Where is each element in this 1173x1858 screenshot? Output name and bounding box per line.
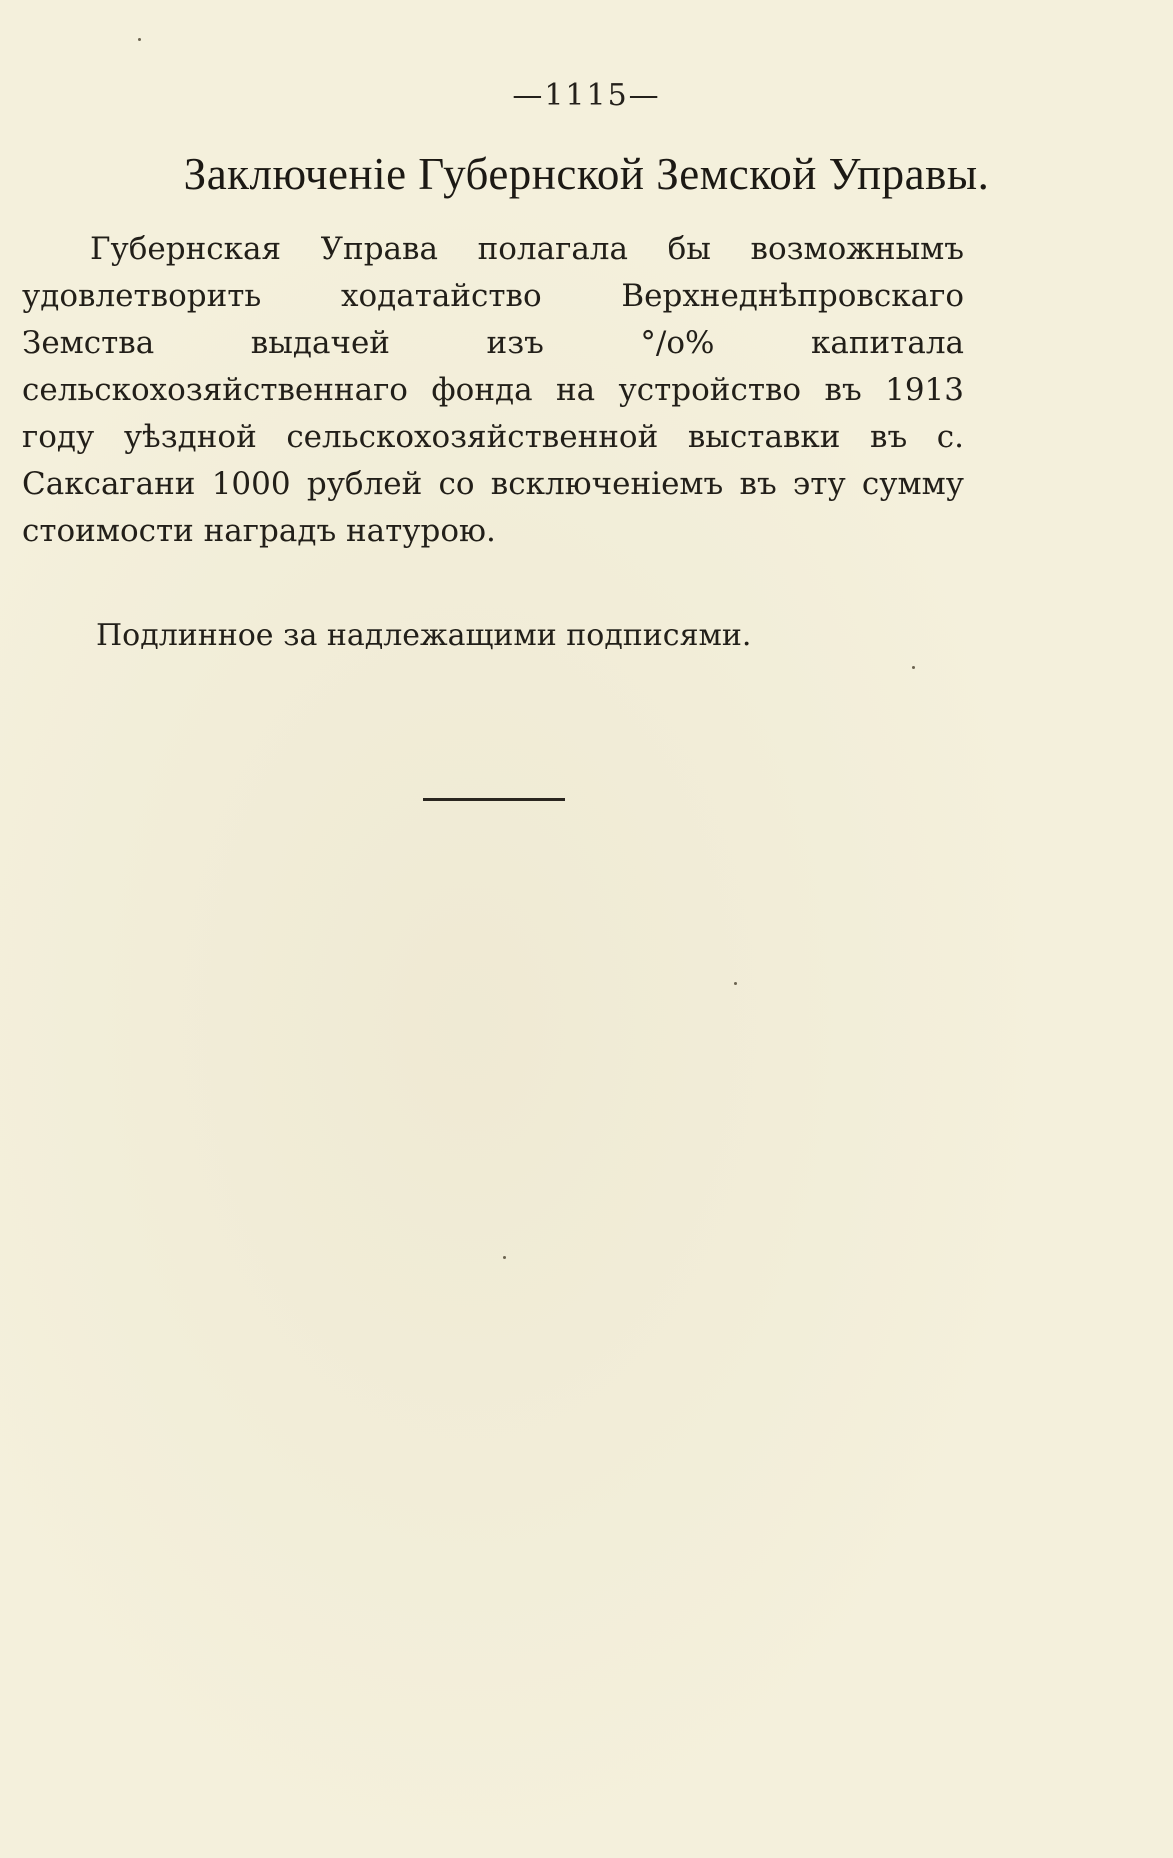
paper-speck (138, 38, 141, 41)
section-heading: Заключеніе Губернской Земской Управы. (183, 149, 990, 199)
paper-speck (734, 982, 737, 985)
signatures-note: Подлинное за надлежащими подписями. (96, 618, 752, 653)
paper-speck (503, 1256, 506, 1259)
body-paragraph: Губернская Управа полагала бы возможнымъ удовлетворить ходатайство Верхнеднѣпровскаго Земства выдачей изъ °/о% капитала сельскохозяйственнаго фонда на устройство въ 1913 году уѣздной сельскохозяйственной выставки въ с. Саксагани 1000 рублей со всключеніемъ въ эту сумму стоимости наградъ натурою. (22, 231, 964, 549)
section-divider (423, 798, 565, 801)
paper-speck (912, 666, 915, 669)
page-number: —1115— (512, 78, 661, 113)
